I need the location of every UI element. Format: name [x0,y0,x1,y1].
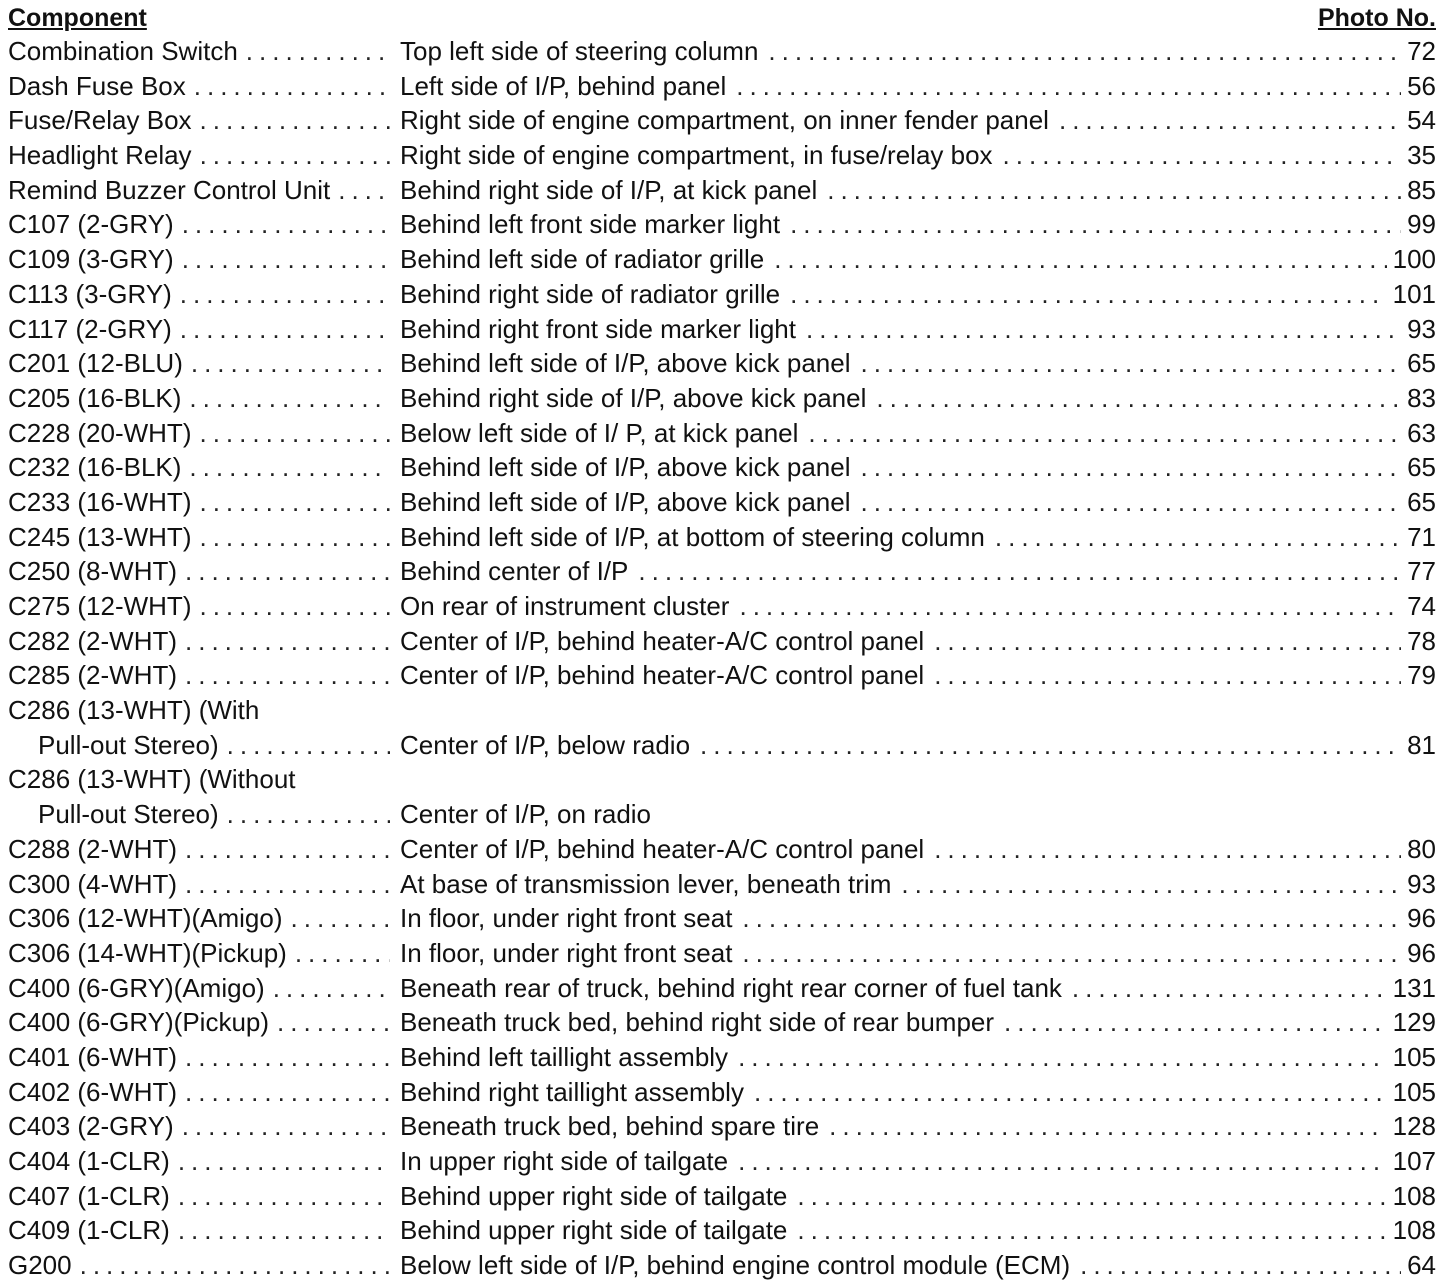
location-cell [400,277,1387,312]
location-cell [400,658,1401,693]
location-cell [400,1144,1387,1179]
component-cell [8,1109,400,1144]
dot-leader [330,173,390,208]
location-cell [400,520,1401,555]
component-name: C250 (8-WHT) [8,556,178,587]
table-row [8,832,1436,867]
dot-leader [181,450,390,485]
location-cell [400,832,1401,867]
dot-leader [283,901,391,936]
component-cell [8,69,400,104]
table-row [8,69,1436,104]
table-row [8,901,1436,936]
dot-leader [798,416,1401,451]
component-cell [8,520,400,555]
dot-leader [177,1075,390,1110]
photo-number: 93 [1407,313,1436,344]
location-cell [400,346,1401,381]
dot-leader [819,1109,1386,1144]
component-cell [8,832,400,867]
component-cell [8,450,400,485]
location-cell [400,485,1401,520]
location-cell [400,1248,1401,1283]
table-row [8,138,1436,173]
dot-leader [924,658,1401,693]
component-name: C300 (4-WHT) [8,868,178,899]
dot-leader [690,728,1401,763]
location-text: Behind left side of I/P, above kick panel [400,452,851,483]
dot-leader [1070,1248,1401,1283]
table-row [8,624,1436,659]
dot-leader [287,936,390,971]
dot-leader [850,346,1401,381]
location-text: Behind left side of I/P, above kick panel [400,348,851,379]
photo-number: 99 [1407,209,1436,240]
photo-number: 79 [1407,660,1436,691]
dot-leader [787,1213,1386,1248]
location-cell [400,1040,1387,1075]
photo-number: 65 [1407,486,1436,517]
location-text: Behind right taillight assembly [400,1076,744,1107]
location-cell [400,936,1401,971]
component-name: C228 (20-WHT) [8,417,192,448]
component-column-header: Component [8,4,147,32]
dot-leader [170,1213,390,1248]
table-row [8,173,1436,208]
table-row [8,103,1436,138]
table-row [8,312,1436,347]
table-row [8,554,1436,589]
component-name: C306 (14-WHT)(Pickup) [8,937,287,968]
dot-leader [994,1005,1387,1040]
location-cell [400,1109,1387,1144]
location-text: Center of I/P, below radio [400,729,691,760]
photo-number: 74 [1407,591,1436,621]
table-row [8,1179,1436,1214]
table-row [8,450,1436,485]
photo-number: 96 [1407,903,1436,934]
dot-leader [787,1179,1386,1214]
location-text: Center of I/P, behind heater-A/C control panel [400,625,925,656]
dot-leader [850,450,1401,485]
table-row [8,936,1436,971]
photo-number: 71 [1407,521,1436,552]
photo-number: 93 [1407,868,1436,899]
component-cell [8,277,400,312]
location-cell [400,1179,1387,1214]
component-name: C245 (13-WHT) [8,521,192,552]
location-text: Behind right front side marker light [400,313,796,344]
location-cell [400,1213,1387,1248]
table-row [8,381,1436,416]
location-text: Behind right side of radiator grille [400,278,781,309]
component-cell [8,797,400,832]
photo-number: 65 [1407,452,1436,483]
dot-leader [728,1144,1387,1179]
dot-leader [924,624,1401,659]
location-cell [400,207,1401,242]
component-name: C288 (2-WHT) [8,833,178,864]
table-row [8,346,1436,381]
dot-leader [891,867,1401,902]
component-cell [8,1040,400,1075]
location-cell [400,312,1401,347]
location-text: Top left side of steering column [400,36,759,66]
location-cell [400,797,1430,832]
location-text: Center of I/P, behind heater-A/C control panel [400,833,925,864]
location-text: Beneath truck bed, behind right side of rear bumper [400,1007,995,1038]
location-cell [400,1075,1387,1110]
dot-leader [177,1040,390,1075]
table-row [8,589,1436,624]
dot-leader [172,277,390,312]
dot-leader [764,242,1386,277]
component-cell [8,485,400,520]
dot-leader [866,381,1401,416]
component-cell [8,693,400,728]
table-row [8,762,1436,797]
component-name: C409 (1-CLR) [8,1215,170,1246]
photo-number: 128 [1392,1111,1436,1142]
table-row [8,242,1436,277]
table-row [8,34,1436,69]
component-cell [8,1213,400,1248]
dot-leader [726,69,1401,104]
dot-leader [177,624,390,659]
photo-number: 77 [1407,556,1436,587]
component-name: Headlight Relay [8,140,192,171]
component-cell [8,173,400,208]
component-name: Dash Fuse Box [8,70,186,101]
dot-leader [191,416,390,451]
location-text: Below left side of I/P, behind engine control module (ECM) [400,1250,1071,1281]
dot-leader [732,901,1401,936]
dot-leader [732,936,1401,971]
table-row [8,1213,1436,1248]
dot-leader [174,1109,390,1144]
dot-leader [269,1005,390,1040]
table-row [8,1109,1436,1144]
component-cell [8,762,400,797]
component-cell [8,554,400,589]
photo-number: 107 [1392,1146,1436,1176]
component-cell [8,936,400,971]
component-name: C285 (2-WHT) [8,660,178,691]
location-text: Behind right side of I/P, above kick panel [400,382,867,413]
dot-leader [985,520,1401,555]
photo-number: 35 [1407,140,1436,171]
dot-leader [780,207,1401,242]
component-cell [8,242,400,277]
photo-number: 64 [1407,1250,1436,1281]
photo-number: 54 [1407,105,1436,136]
dot-leader [1062,971,1387,1006]
photo-number: 105 [1392,1041,1436,1072]
location-cell [400,138,1401,173]
location-cell [400,242,1387,277]
component-cell [8,346,400,381]
component-name: C306 (12-WHT)(Amigo) [8,903,283,934]
location-text: Center of I/P, on radio [400,799,652,830]
component-cell [8,901,400,936]
component-cell [8,138,400,173]
photo-number: 100 [1392,244,1436,275]
component-name: C113 (3-GRY) [8,278,172,309]
location-text: On rear of instrument cluster [400,591,730,621]
location-cell [400,450,1401,485]
location-text: In floor, under right front seat [400,937,733,968]
location-cell [400,416,1401,451]
location-text: Right side of engine compartment, in fuse/relay box [400,140,993,171]
photo-number: 108 [1392,1215,1436,1246]
component-name: C205 (16-BLK) [8,382,182,413]
dot-leader [993,138,1402,173]
location-text: Behind left front side marker light [400,209,781,240]
component-cell [8,103,400,138]
location-cell [400,867,1401,902]
photo-number: 101 [1392,278,1436,309]
location-text: Center of I/P, behind heater-A/C control panel [400,660,925,691]
location-cell [400,173,1401,208]
dot-leader [72,1248,390,1283]
dot-leader [177,867,390,902]
location-cell [400,901,1401,936]
location-text: In floor, under right front seat [400,903,733,934]
component-cell [8,207,400,242]
dot-leader [924,832,1401,867]
photo-number: 63 [1407,417,1436,448]
component-name: Fuse/Relay Box [8,105,192,136]
dot-leader [191,589,390,624]
component-name: C275 (12-WHT) [8,591,192,621]
table-row [8,797,1436,832]
dot-leader [186,69,390,104]
photo-number: 96 [1407,937,1436,968]
photo-number: 56 [1407,70,1436,101]
component-name: Remind Buzzer Control Unit [8,174,331,205]
component-name: G200 [8,1250,72,1281]
table-row [8,867,1436,902]
location-text: Beneath rear of truck, behind right rear corner of fuel tank [400,972,1062,1003]
component-cell [8,381,400,416]
component-name: C282 (2-WHT) [8,625,178,656]
table-row [8,728,1436,763]
dot-leader [181,381,390,416]
location-text: Behind left side of I/P, above kick panel [400,486,851,517]
dot-leader [1049,103,1401,138]
location-text: Behind right side of I/P, at kick panel [400,174,818,205]
component-cell [8,1075,400,1110]
photo-number: 81 [1407,729,1436,760]
photo-number: 78 [1407,625,1436,656]
component-name: C117 (2-GRY) [8,313,172,344]
component-name: C201 (12-BLU) [8,348,183,379]
dot-leader [192,103,390,138]
location-text: Beneath truck bed, behind spare tire [400,1111,820,1142]
table-header [8,2,1436,34]
dot-leader [265,971,390,1006]
dot-leader [191,485,390,520]
dot-leader [170,1144,390,1179]
component-name: Pull-out Stereo) [38,729,219,760]
component-cell [8,867,400,902]
photo-number: 80 [1407,833,1436,864]
component-cell [8,624,400,659]
dot-leader [191,520,390,555]
component-cell [8,1005,400,1040]
location-text: Right side of engine compartment, on inner fender panel [400,105,1049,136]
location-text: In upper right side of tailgate [400,1146,729,1176]
table-row [8,1005,1436,1040]
photo-number: 65 [1407,348,1436,379]
dot-leader [219,797,390,832]
table-row [8,416,1436,451]
location-text: At base of transmission lever, beneath trim [400,868,892,899]
dot-leader [174,242,390,277]
component-cell [8,1179,400,1214]
table-row [8,1075,1436,1110]
photo-number: 105 [1392,1076,1436,1107]
location-text: Below left side of I/ P, at kick panel [400,417,799,448]
component-cell [8,416,400,451]
dot-leader [170,1179,390,1214]
dot-leader [817,173,1401,208]
component-cell [8,589,400,624]
dot-leader [192,138,390,173]
component-name: C403 (2-GRY) [8,1111,174,1142]
photo-number: 85 [1407,174,1436,205]
table-row [8,520,1436,555]
location-cell [400,728,1401,763]
component-name: C400 (6-GRY)(Pickup) [8,1007,270,1038]
location-text: Behind left side of I/P, at bottom of steering column [400,521,985,552]
component-cell [8,658,400,693]
component-name: C400 (6-GRY)(Amigo) [8,972,265,1003]
table-row [8,658,1436,693]
location-cell [400,624,1401,659]
table-row [8,1248,1436,1283]
component-name: C401 (6-WHT) [8,1041,178,1072]
component-location-table [8,34,1436,1283]
dot-leader [758,34,1401,69]
component-cell [8,728,400,763]
component-name: C107 (2-GRY) [8,209,174,240]
photo-number: 72 [1407,36,1436,66]
dot-leader [174,207,390,242]
dot-leader [796,312,1401,347]
component-cell [8,1248,400,1283]
table-row [8,485,1436,520]
location-cell [400,971,1387,1006]
dot-leader [780,277,1387,312]
table-row [8,1040,1436,1075]
component-cell [8,1144,400,1179]
location-cell [400,34,1401,69]
photo-number: 108 [1392,1180,1436,1211]
dot-leader [219,728,390,763]
component-name: Combination Switch [8,36,238,66]
location-text: Behind left taillight assembly [400,1041,729,1072]
dot-leader [729,589,1401,624]
component-cell [8,971,400,1006]
dot-leader [628,554,1401,589]
component-name: C233 (16-WHT) [8,486,192,517]
component-cell [8,34,400,69]
table-row [8,971,1436,1006]
component-name: C286 (13-WHT) (Without [8,764,296,795]
photo-number: 83 [1407,382,1436,413]
component-name: C286 (13-WHT) (With [8,695,260,726]
photo-number: 129 [1392,1007,1436,1038]
component-name: C407 (1-CLR) [8,1180,170,1211]
dot-leader [183,346,390,381]
table-row [8,693,1436,728]
location-cell [400,381,1401,416]
dot-leader [172,312,390,347]
dot-leader [177,658,390,693]
location-cell [400,589,1401,624]
dot-leader [850,485,1401,520]
component-name: C404 (1-CLR) [8,1146,170,1176]
location-text: Behind center of I/P [400,556,629,587]
dot-leader [744,1075,1387,1110]
component-name: C402 (6-WHT) [8,1076,178,1107]
component-name: C232 (16-BLK) [8,452,182,483]
dot-leader [177,554,390,589]
dot-leader [728,1040,1387,1075]
table-row [8,277,1436,312]
table-row [8,207,1436,242]
location-cell [400,554,1401,589]
dot-leader [177,832,390,867]
component-cell [8,312,400,347]
location-text: Left side of I/P, behind panel [400,70,727,101]
location-text: Behind upper right side of tailgate [400,1215,788,1246]
location-text: Behind upper right side of tailgate [400,1180,788,1211]
photo-number: 131 [1392,972,1436,1003]
location-cell [400,103,1401,138]
photo-no-column-header: Photo No. [1317,4,1436,32]
component-name: Pull-out Stereo) [38,799,219,830]
location-text: Behind left side of radiator grille [400,244,765,275]
component-name: C109 (3-GRY) [8,244,174,275]
location-cell [400,1005,1387,1040]
dot-leader [238,34,390,69]
table-row [8,1144,1436,1179]
location-cell [400,69,1401,104]
